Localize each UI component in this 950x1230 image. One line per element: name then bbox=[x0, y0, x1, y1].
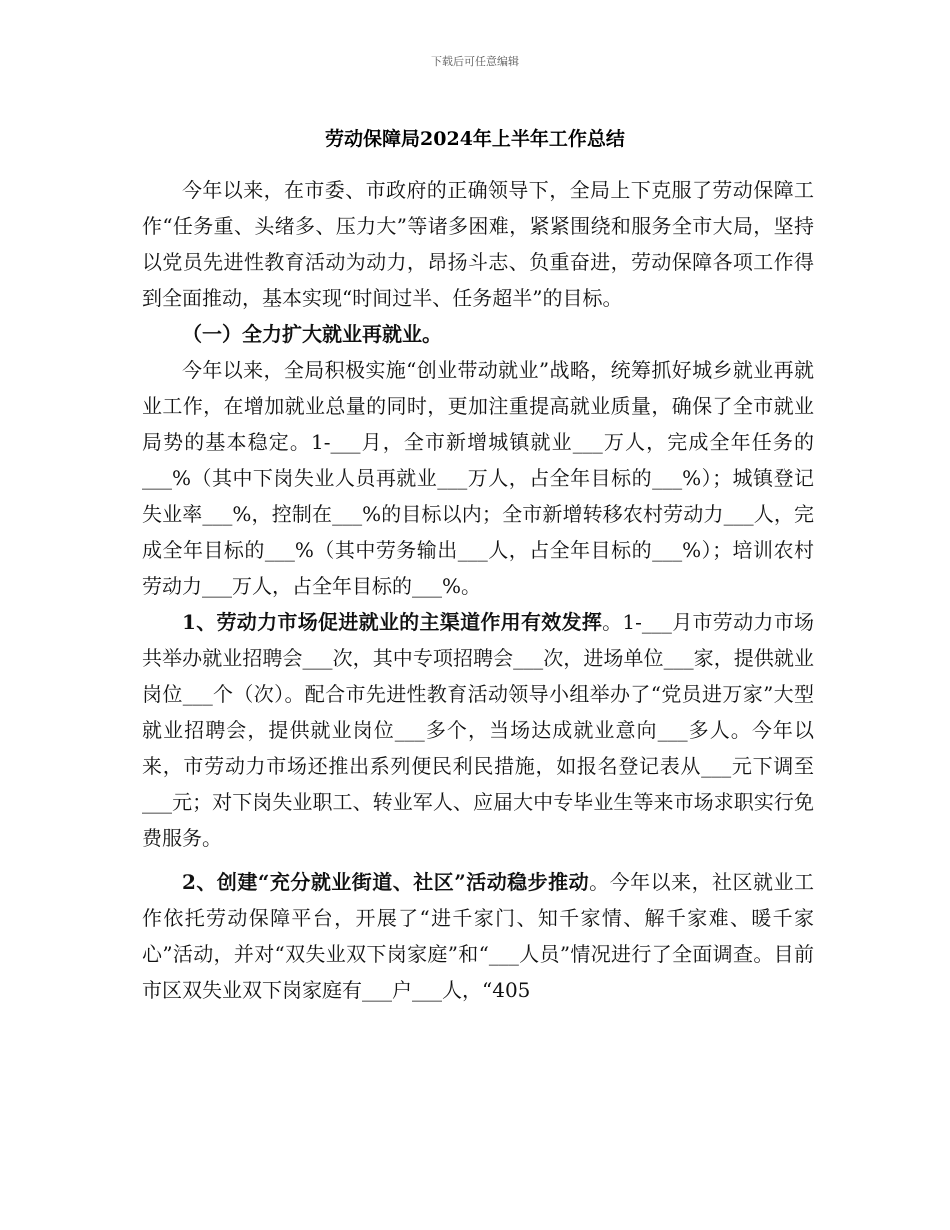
document-body bbox=[142, 172, 814, 1008]
document-title: 劳动保障局2024年上半年工作总结 bbox=[325, 128, 625, 150]
item-1-body: 。1-___月市劳动力市场共举办就业招聘会___次，其中专项招聘会___次，进场单位___家，提供就业岗位___个（次）。配合市先进性教育活动领导小组举办了“党员进万家”大型就业招聘会，提供就业岗位___多个，当场达成就业意向___多人。今年以来，市劳动力市场还推出系列便民利民措施，如报名登记表从___元下调至___元；对下岗失业职工、转业军人、应届大中专毕业生等来市场求职实行免费服务。 bbox=[142, 610, 814, 850]
header-note: 下载后可任意编辑 bbox=[431, 55, 519, 68]
section-heading-1: （一）全力扩大就业再就业。 bbox=[182, 322, 442, 346]
item-2-paragraph bbox=[142, 864, 814, 1008]
item-2-body: 。今年以来，社区就业工作依托劳动保障平台，开展了“进千家门、知千家情、解千家难、暖千家心”活动，并对“双失业双下岗家庭”和“___人员”情况进行了全面调查。目前市区双失业双下岗家庭有___户___人，“405 bbox=[142, 870, 814, 1002]
intro-paragraph: 今年以来，在市委、市政府的正确领导下，全局上下克服了劳动保障工作“任务重、头绪多、压力大”等诸多困难，紧紧围绕和服务全市大局，坚持以党员先进性教育活动为动力，昂扬斗志、负重奋进，劳动保障各项工作得到全面推动，基本实现“时间过半、任务超半”的目标。 bbox=[142, 178, 814, 310]
item-1-paragraph bbox=[142, 604, 814, 856]
item-2-heading: 2、创建“充分就业街道、社区”活动稳步推动 bbox=[182, 870, 590, 894]
section-1-paragraph: 今年以来，全局积极实施“创业带动就业”战略，统筹抓好城乡就业再就业工作，在增加就业总量的同时，更加注重提高就业质量，确保了全市就业局势的基本稳定。1-___月，全市新增城镇就业___万人，完成全年任务的___%（其中下岗失业人员再就业___万人，占全年目标的___%）；城镇登记失业率___%，控制在___%的目标以内；全市新增转移农村劳动力___人，完成全年目标的___%（其中劳务输出___人，占全年目标的___%）；培训农村劳动力___万人，占全年目标的___%。 bbox=[142, 358, 814, 598]
item-1-heading: 1、劳动力市场促进就业的主渠道作用有效发挥 bbox=[182, 610, 603, 634]
